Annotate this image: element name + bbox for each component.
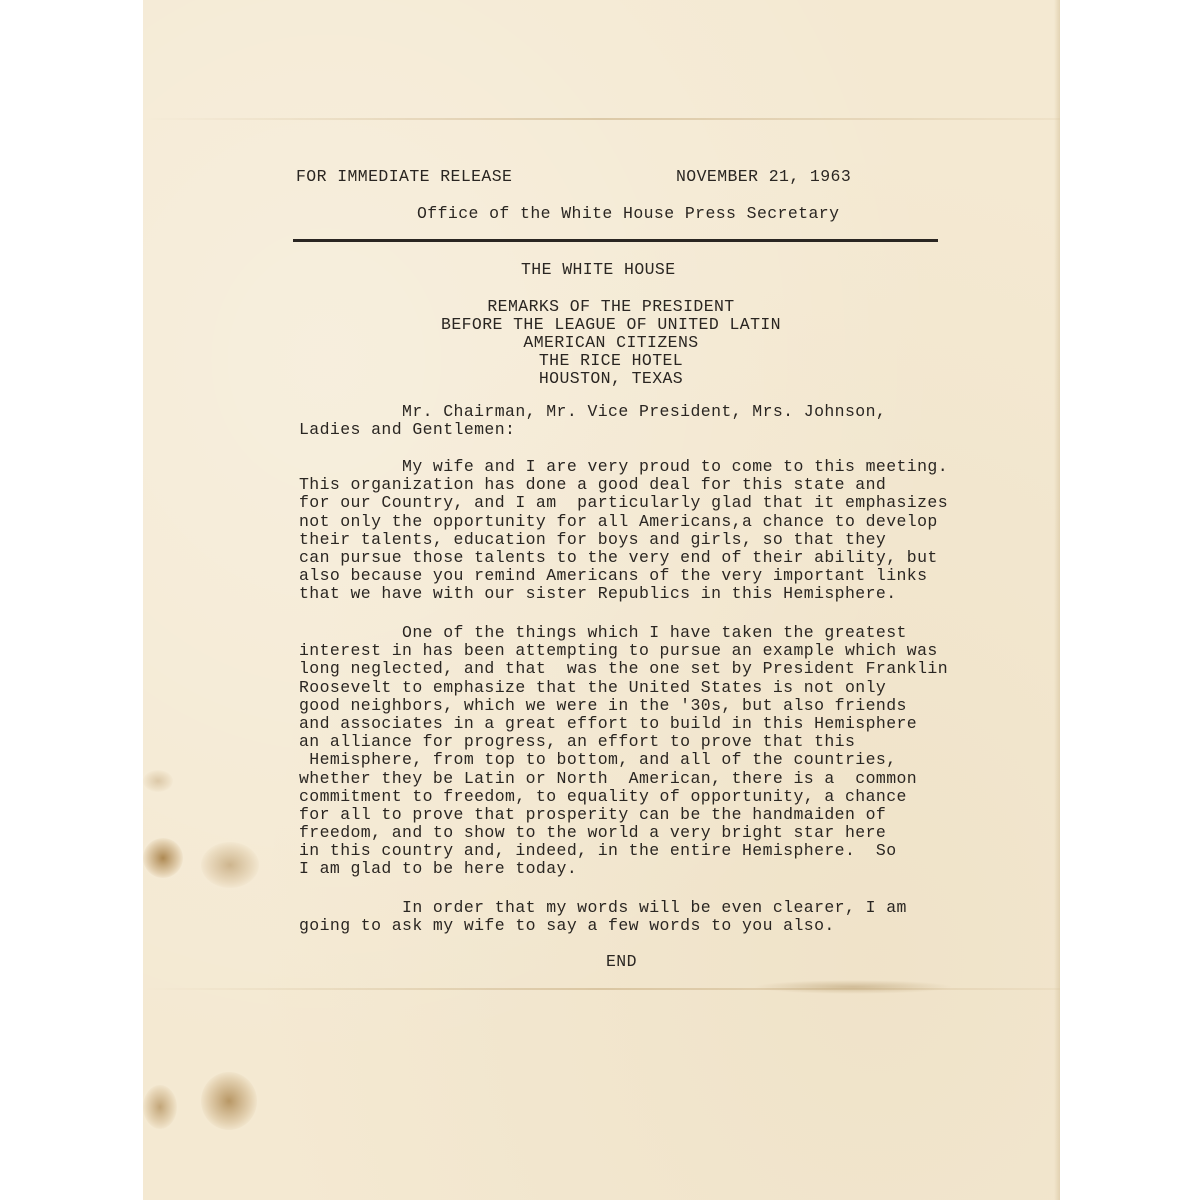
- header-divider: [293, 239, 938, 242]
- text-line: also because you remind Americans of the very important links: [299, 566, 928, 586]
- text-line: going to ask my wife to say a few words to you also.: [299, 916, 835, 936]
- text-line: good neighbors, which we were in the '30s, but also friends: [299, 695, 907, 715]
- paper-stain: [143, 1085, 177, 1129]
- text-line: whether they be Latin or North American, there is a common: [299, 768, 918, 788]
- heading-line: AMERICAN CITIZENS: [523, 333, 699, 352]
- heading-line: BEFORE THE LEAGUE OF UNITED LATIN: [441, 315, 781, 334]
- closing-mark: END: [606, 952, 637, 971]
- heading-line: REMARKS OF THE PRESIDENT: [487, 297, 735, 316]
- paper-smudge: [753, 980, 953, 994]
- press-release-page: [143, 0, 1060, 1200]
- heading-line: HOUSTON, TEXAS: [538, 369, 684, 388]
- paper-stain: [143, 838, 183, 878]
- body-paragraph-3: [299, 899, 907, 935]
- text-line: Roosevelt to emphasize that the United States is not only: [299, 677, 887, 697]
- text-line: interest in has been attempting to pursue an example which was: [299, 641, 938, 661]
- paper-edge-shadow: [1054, 0, 1060, 1200]
- text-line: In order that my words will be even clearer, I am: [299, 898, 907, 917]
- paper-stain: [143, 770, 173, 792]
- text-line: an alliance for progress, an effort to prove that this: [299, 732, 856, 752]
- paper-stain: [201, 1072, 257, 1130]
- salutation-paragraph: [299, 403, 886, 439]
- text-line: for all to prove that prosperity can be the handmaiden of: [299, 804, 887, 824]
- text-line: Hemisphere, from top to bottom, and all of the countries,: [299, 750, 897, 770]
- text-line: commitment to freedom, to equality of opportunity, a chance: [299, 786, 907, 806]
- text-line: Mr. Chairman, Mr. Vice President, Mrs. Johnson,: [299, 402, 887, 421]
- text-line: that we have with our sister Republics in this Hemisphere.: [299, 584, 897, 604]
- text-line: Ladies and Gentlemen:: [299, 420, 516, 440]
- body-paragraph-2: [299, 624, 948, 879]
- paper-stain: [201, 842, 259, 888]
- text-line: freedom, and to show to the world a very bright star here: [299, 823, 887, 843]
- issuing-office: Office of the White House Press Secretary: [417, 204, 840, 223]
- organization-title: THE WHITE HOUSE: [521, 260, 676, 279]
- text-line: can pursue those talents to the very end of their ability, but: [299, 547, 938, 567]
- heading-line: THE RICE HOTEL: [538, 351, 684, 370]
- text-line: their talents, education for boys and girls, so that they: [299, 529, 887, 549]
- text-line: This organization has done a good deal for this state and: [299, 475, 887, 495]
- text-line: and associates in a great effort to build in this Hemisphere: [299, 713, 918, 733]
- text-line: I am glad to be here today.: [299, 859, 578, 879]
- text-line: in this country and, indeed, in the entire Hemisphere. So: [299, 841, 897, 861]
- release-date: NOVEMBER 21, 1963: [676, 167, 852, 186]
- remarks-heading: [401, 298, 821, 388]
- text-line: for our Country, and I am particularly glad that it emphasizes: [299, 493, 949, 513]
- text-line: My wife and I are very proud to come to this meeting.: [299, 457, 949, 476]
- release-label: FOR IMMEDIATE RELEASE: [296, 167, 513, 186]
- text-line: long neglected, and that was the one set by President Franklin: [299, 659, 949, 679]
- paper-fold-line: [143, 118, 1060, 120]
- text-line: One of the things which I have taken the greatest: [299, 623, 907, 642]
- text-line: not only the opportunity for all Americans,a chance to develop: [299, 511, 938, 531]
- body-paragraph-1: [299, 458, 948, 604]
